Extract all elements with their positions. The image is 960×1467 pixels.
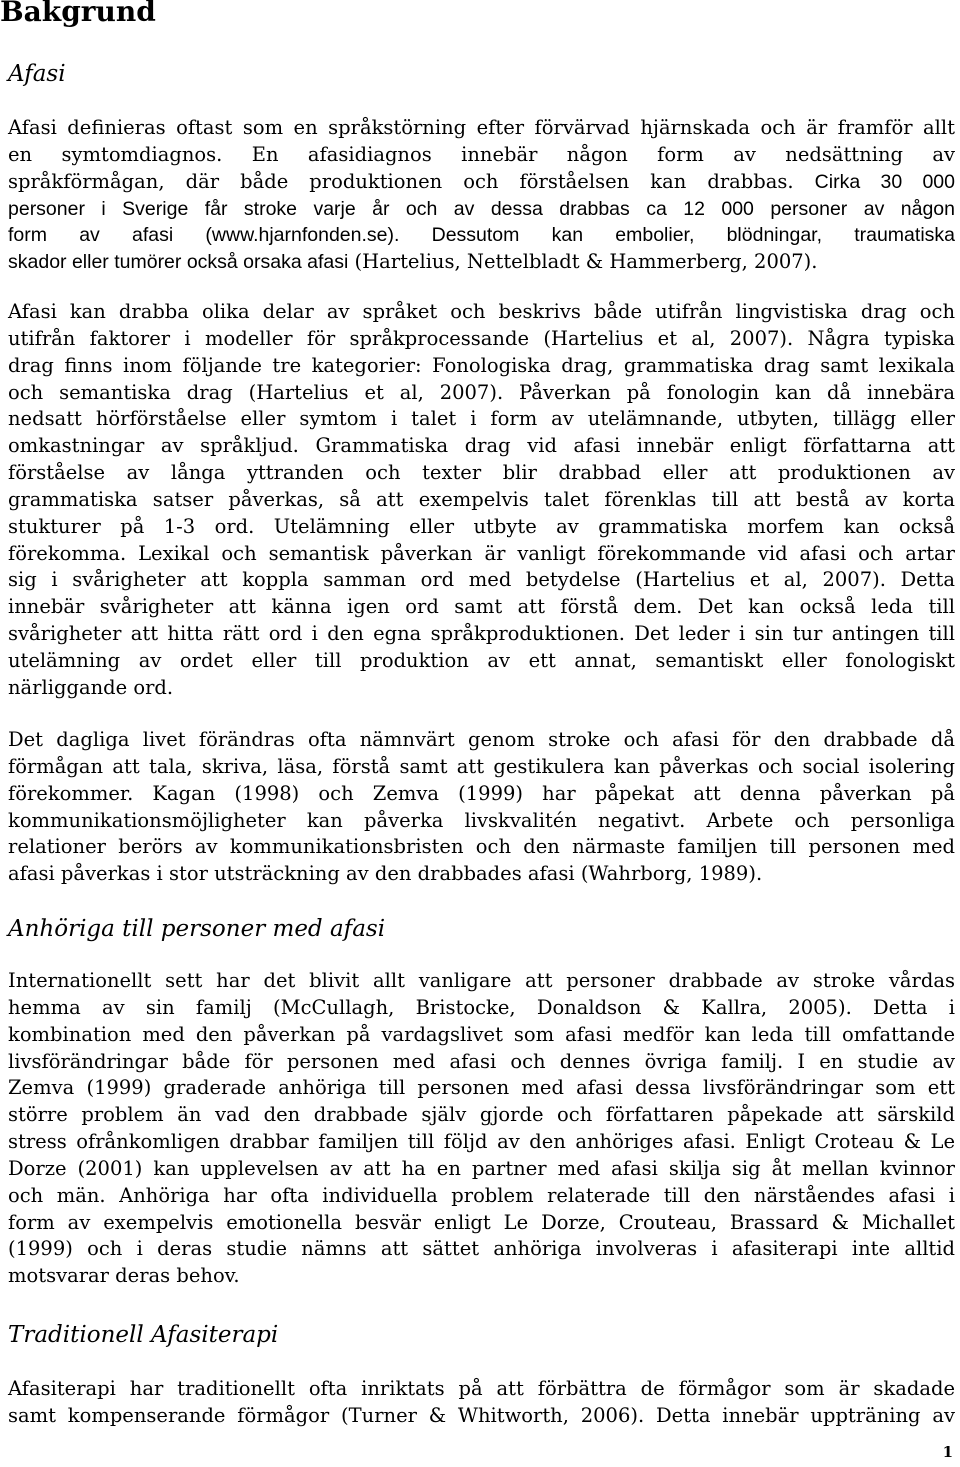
text-segment: språkförmågan, där både produktionen och förståelsen kan drabbas. [8, 169, 794, 193]
text-line: form av exempelvis emotionella besvär enligt Le Dorze, Crouteau, Brassard & Michallet [8, 1210, 955, 1234]
page-number: 1 [942, 1443, 953, 1461]
paragraph [8, 1376, 955, 1430]
text-line: afasi påverkas i stor utsträckning av den drabbades afasi (Wahrborg, 1989). [8, 862, 763, 886]
text-line: personer i Sverige får stroke varje år och av dessa drabbas ca 12 000 personer av någon [8, 197, 955, 220]
text-line [8, 169, 955, 196]
text-line: kommunikationsmöjligheter kan påverka livskvalitén negativt. Arbete och personliga [8, 808, 955, 832]
text-line: närliggande ord. [8, 675, 174, 699]
text-line: Afasi definieras oftast som en språkstörning efter förvärvad hjärnskada och är framför allt [8, 116, 955, 139]
text-line: förståelse av långa yttranden och texter blir drabbad eller att produktionen av [8, 461, 955, 485]
text-line: förekomma. Lexikal och semantisk påverkan är vanligt förekommande vid afasi och artar [8, 541, 955, 565]
text-line: (1999) och i deras studie nämns att sättet anhöriga involveras i afasiterapi inte alltid [8, 1237, 955, 1261]
text-line: svårigheter att hitta rätt ord i den egna språkproduktionen. Det leder i sin tur antingen till [8, 622, 955, 646]
section-heading: Traditionell Afasiterapi [8, 1321, 279, 1348]
paragraph [8, 968, 955, 1290]
text-line: sig i svårigheter att koppla samman ord med betydelse (Hartelius et al, 2007). Detta [8, 568, 955, 592]
text-line: förmågan att tala, skriva, läsa, förstå samt att gestikulera kan påverkas och social isolering [8, 754, 955, 778]
text-line: utifrån faktorer i modeller för språkprocessande (Hartelius et al, 2007). Några typiska [8, 326, 955, 350]
text-line: Afasi kan drabba olika delar av språket och beskrivs både utifrån lingvistiska drag och [8, 300, 955, 323]
paragraph [8, 299, 955, 702]
text-line: Internationellt sett har det blivit allt vanligare att personer drabbade av stroke vårdas [8, 969, 955, 992]
text-line: motsvarar deras behov. [8, 1264, 240, 1288]
page-title: Bakgrund [0, 0, 156, 28]
text-line: utelämning av ordet eller till produktion av ett annat, semantiskt eller fonologiskt [8, 648, 955, 672]
text-line: stukturer på 1-3 ord. Utelämning eller utbyte av grammatiska morfem kan också [8, 514, 955, 538]
section-heading: Anhöriga till personer med afasi [8, 915, 386, 942]
text-line: omkastningar av språkljud. Grammatiska drag vid afasi innebär enligt författarna att [8, 434, 955, 458]
text-line: livsförändringar både för personen med afasi och dennes övriga familj. I en studie av [8, 1049, 955, 1073]
text-line: Dorze (2001) kan upplevelsen av att ha en partner med afasi skilja sig åt mellan kvinnor [8, 1156, 955, 1180]
text-segment: skador eller tumörer också orsaka afasi [8, 251, 349, 274]
text-line: Afasiterapi har traditionellt ofta inriktats på att förbättra de förmågor som är skadade [8, 1377, 955, 1400]
text-line [8, 249, 955, 276]
text-line: Det dagliga livet förändras ofta nämnvärt genom stroke och afasi för den drabbade då [8, 728, 955, 751]
text-line: samt kompenserande förmågor (Turner & Whitworth, 2006). Detta innebär uppträning av [8, 1403, 955, 1427]
text-line: förekommer. Kagan (1998) och Zemva (1999) har påpekat att denna påverkan på [8, 781, 955, 805]
paragraph [8, 727, 955, 888]
text-segment: Cirka 30 000 [814, 170, 955, 193]
text-line: stress ofrånkomligen drabbar familjen till följd av den anhöriges afasi. Enligt Croteau & Le [8, 1130, 955, 1154]
text-line: och män. Anhöriga har ofta individuella problem relaterade till den närståendes afasi i [8, 1183, 955, 1207]
text-segment: (Hartelius, Nettelbladt & Hammerberg, 2007). [354, 250, 818, 274]
text-line: större problem än vad den drabbade själv gjorde och författaren påpekade att särskild [8, 1103, 955, 1127]
text-line: och semantiska drag (Hartelius et al, 2007). Påverkan på fonologin kan då innebära [8, 380, 955, 404]
text-line: Zemva (1999) graderade anhöriga till personen med afasi dessa livsförändringar som ett [8, 1076, 955, 1100]
text-line: relationer berörs av kommunikationsbristen och den närmaste familjen till personen med [8, 835, 955, 859]
text-line: en symtomdiagnos. En afasidiagnos innebär någon form av nedsättning av [8, 142, 955, 166]
text-line: hemma av sin familj (McCullagh, Bristocke, Donaldson & Kallra, 2005). Detta i [8, 995, 955, 1019]
text-line: nedsatt hörförståelse eller symtom i talet i form av utelämnande, utbyten, tillägg eller [8, 407, 955, 431]
text-line: grammatiska satser påverkas, så att exempelvis talet förenklas till att bestå av korta [8, 487, 955, 511]
text-line: drag finns inom följande tre kategorier: Fonologiska drag, grammatiska drag samt lexikala [8, 353, 955, 377]
text-line: form av afasi (www.hjarnfonden.se). Dessutom kan embolier, blödningar, traumatiska [8, 224, 955, 247]
paragraph [8, 115, 955, 276]
text-line: kombination med den påverkan på vardagslivet som afasi medför kan leda till omfattande [8, 1022, 955, 1046]
text-line: innebär svårigheter att känna igen ord samt att förstå dem. Det kan också leda till [8, 595, 955, 619]
section-heading: Afasi [8, 60, 66, 87]
